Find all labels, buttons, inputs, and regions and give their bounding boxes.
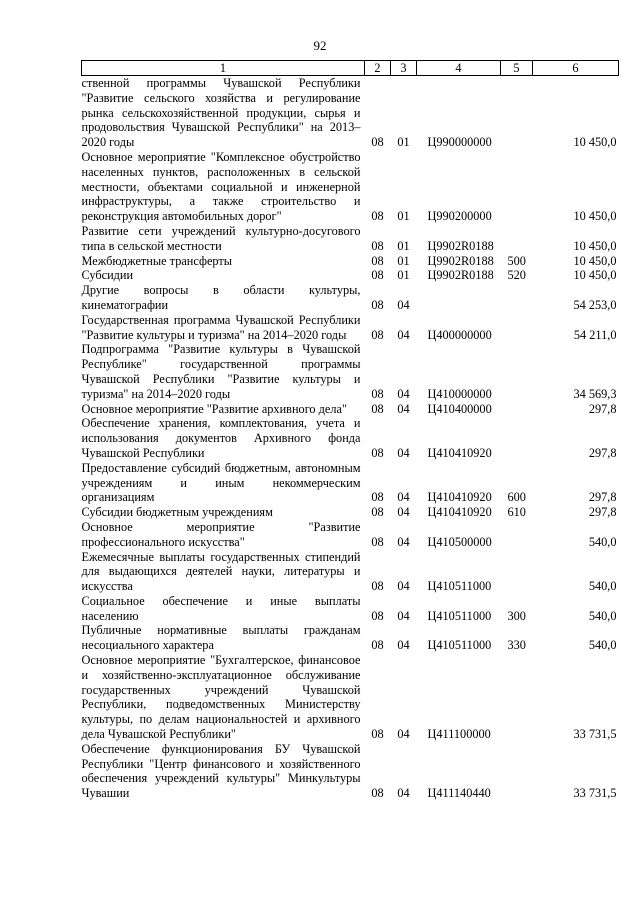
row-amount: 10 450,0 — [573, 253, 617, 268]
row-section: 08 — [371, 238, 384, 253]
row-name: Развитие сети учреждений культурно-досугового типа в сельской местности — [81, 223, 361, 253]
row-target-article: Ц410410920 — [427, 445, 492, 460]
row-expense-type — [501, 313, 533, 343]
table-row — [82, 76, 619, 150]
row-target-article: Ц410410920 — [427, 490, 492, 505]
row-target-article: Ц410511000 — [427, 608, 492, 623]
table-row — [82, 550, 619, 594]
row-name: Подпрограмма "Развитие культуры в Чувашской Республике" государственной программы Чувашской Республики "Развитие культуры и туризма" на 2014–2020 годы — [81, 342, 361, 401]
table-row — [82, 283, 619, 313]
row-target-article: Ц410511000 — [427, 579, 492, 594]
column-header: 2 — [365, 61, 391, 76]
row-target-article — [417, 283, 501, 313]
row-subsection: 04 — [397, 386, 410, 401]
row-amount: 10 450,0 — [573, 268, 617, 283]
row-subsection: 01 — [397, 135, 410, 150]
table-row — [82, 520, 619, 550]
row-subsection: 04 — [397, 490, 410, 505]
table-row — [82, 224, 619, 254]
row-expense-type — [501, 742, 533, 801]
row-section: 08 — [371, 608, 384, 623]
table-row — [82, 742, 619, 801]
row-name: Ежемесячные выплаты государственных стипендий для выдающихся деятелей науки, литературы и искусства — [81, 549, 361, 594]
row-amount: 297,8 — [588, 505, 617, 520]
row-section: 08 — [371, 253, 384, 268]
row-target-article: Ц410410920 — [427, 505, 492, 520]
row-name: Основное мероприятие "Развитие профессионального искусства" — [81, 519, 361, 549]
row-amount: 10 450,0 — [573, 238, 617, 253]
row-expense-type — [501, 283, 533, 313]
table-row — [82, 402, 619, 417]
row-name: Обеспечение хранения, комплектования, учета и использования документов Архивного фонда Чувашской Республики — [81, 416, 361, 460]
row-expense-type — [501, 653, 533, 742]
row-section: 08 — [371, 401, 384, 416]
row-section: 08 — [371, 786, 384, 801]
row-subsection: 04 — [397, 579, 410, 594]
page-number: 92 — [313, 38, 327, 53]
row-target-article: Ц400000000 — [427, 327, 492, 342]
row-section: 08 — [371, 579, 384, 594]
row-subsection: 04 — [397, 505, 410, 520]
table-row — [82, 150, 619, 224]
row-name: Субсидии бюджетным учреждениям — [81, 505, 273, 520]
row-name: Государственная программа Чувашской Республики "Развитие культуры и туризма" на 2014–2020 годы — [81, 312, 361, 342]
column-header: 4 — [417, 61, 501, 76]
table-header-row — [82, 61, 619, 76]
row-section: 08 — [371, 727, 384, 742]
row-expense-type — [501, 550, 533, 594]
row-expense-type — [501, 342, 533, 401]
column-header: 5 — [501, 61, 533, 76]
row-amount: 54 253,0 — [573, 297, 617, 312]
row-section: 08 — [371, 209, 384, 224]
row-amount: 297,8 — [588, 490, 617, 505]
row-section: 08 — [371, 638, 384, 653]
row-section: 08 — [371, 534, 384, 549]
row-target-article: Ц9902R0188 — [427, 238, 494, 253]
row-expense-type — [501, 224, 533, 254]
row-expense-type: 520 — [507, 268, 526, 283]
row-expense-type — [501, 150, 533, 224]
row-name: Обеспечение функционирования БУ Чувашской Республики "Центр финансового и хозяйственного обеспечения учреждений культуры" Минкультуры Чувашии — [81, 741, 361, 801]
table-row — [82, 594, 619, 624]
row-subsection: 01 — [397, 268, 410, 283]
row-section: 08 — [371, 327, 384, 342]
row-amount: 34 569,3 — [573, 386, 617, 401]
table-row — [82, 416, 619, 460]
column-header: 6 — [533, 61, 619, 76]
row-subsection: 04 — [397, 727, 410, 742]
row-subsection: 04 — [397, 534, 410, 549]
row-amount: 540,0 — [588, 638, 617, 653]
row-section: 08 — [371, 490, 384, 505]
row-target-article: Ц410500000 — [427, 534, 492, 549]
row-amount: 33 731,5 — [573, 727, 617, 742]
row-target-article: Ц9902R0188 — [427, 253, 494, 268]
row-amount: 297,8 — [588, 445, 617, 460]
row-target-article: Ц990000000 — [427, 135, 492, 150]
row-amount: 540,0 — [588, 534, 617, 549]
row-name: Предоставление субсидий бюджетным, автономным учреждениям и иным некоммерческим организациям — [81, 460, 361, 505]
row-target-article: Ц411140440 — [427, 786, 491, 801]
table-row — [82, 623, 619, 653]
row-subsection: 01 — [397, 209, 410, 224]
row-section: 08 — [371, 505, 384, 520]
row-amount: 10 450,0 — [573, 209, 617, 224]
row-name: ственной программы Чувашской Республики "Развитие сельского хозяйства и регулирование рынка сельскохозяйственной продукции, сырья и продовольствия Чувашской Республики" на 2013–2020 годы — [81, 76, 361, 150]
row-section: 08 — [371, 268, 384, 283]
row-name: Основное мероприятие "Бухгалтерское, финансовое и хозяйственно-эксплуатационное обслуживание государственных учреждений Чувашской Республики, подведомственных Министерству культуры, по делам национальностей и архивного дела Чувашской Республики" — [81, 653, 361, 742]
column-header: 1 — [82, 61, 365, 76]
row-amount: 54 211,0 — [573, 327, 617, 342]
row-name: Социальное обеспечение и иные выплаты населению — [81, 593, 361, 623]
table-row — [82, 268, 619, 283]
row-expense-type — [501, 76, 533, 150]
row-target-article: Ц410511000 — [427, 638, 492, 653]
row-amount: 10 450,0 — [573, 135, 617, 150]
row-section: 08 — [371, 386, 384, 401]
row-target-article: Ц9902R0188 — [427, 268, 494, 283]
row-expense-type: 500 — [507, 253, 526, 268]
row-subsection: 04 — [397, 445, 410, 460]
row-amount: 540,0 — [588, 608, 617, 623]
row-section: 08 — [371, 445, 384, 460]
row-subsection: 01 — [397, 253, 410, 268]
table-row — [82, 254, 619, 269]
row-expense-type — [501, 416, 533, 460]
row-expense-type: 300 — [507, 608, 526, 623]
row-name: Субсидии — [81, 268, 134, 283]
row-name: Основное мероприятие "Развитие архивного дела" — [81, 401, 347, 416]
row-target-article: Ц411100000 — [427, 727, 491, 742]
row-subsection: 04 — [397, 401, 410, 416]
row-expense-type: 600 — [507, 490, 526, 505]
row-section: 08 — [371, 135, 384, 150]
row-name: Другие вопросы в области культуры, кинематографии — [81, 283, 361, 312]
row-target-article: Ц410000000 — [427, 386, 492, 401]
table-row — [82, 505, 619, 520]
row-expense-type — [501, 520, 533, 550]
row-name: Публичные нормативные выплаты гражданам несоциального характера — [81, 623, 361, 653]
table-row — [82, 461, 619, 505]
row-amount: 33 731,5 — [573, 786, 617, 801]
row-target-article: Ц410400000 — [427, 401, 492, 416]
row-subsection: 04 — [397, 327, 410, 342]
row-subsection: 04 — [397, 786, 410, 801]
column-header: 3 — [391, 61, 417, 76]
row-amount: 297,8 — [588, 401, 617, 416]
table-row — [82, 342, 619, 401]
table-row — [82, 653, 619, 742]
row-subsection: 04 — [397, 297, 410, 312]
row-expense-type — [501, 402, 533, 417]
row-target-article: Ц990200000 — [427, 209, 492, 224]
budget-table — [81, 60, 619, 801]
row-expense-type: 610 — [507, 505, 526, 520]
row-subsection: 04 — [397, 638, 410, 653]
row-name: Межбюджетные трансферты — [81, 253, 233, 268]
row-name: Основное мероприятие "Комплексное обустройство населенных пунктов, расположенных в сельской местности, объектами социальной и инженерной инфраструктуры, а также строительство и реконструкция автомобильных дорог" — [81, 149, 361, 224]
row-expense-type: 330 — [507, 638, 526, 653]
row-amount: 540,0 — [588, 579, 617, 594]
row-section: 08 — [371, 297, 384, 312]
row-subsection: 04 — [397, 608, 410, 623]
row-subsection: 01 — [397, 238, 410, 253]
table-row — [82, 313, 619, 343]
